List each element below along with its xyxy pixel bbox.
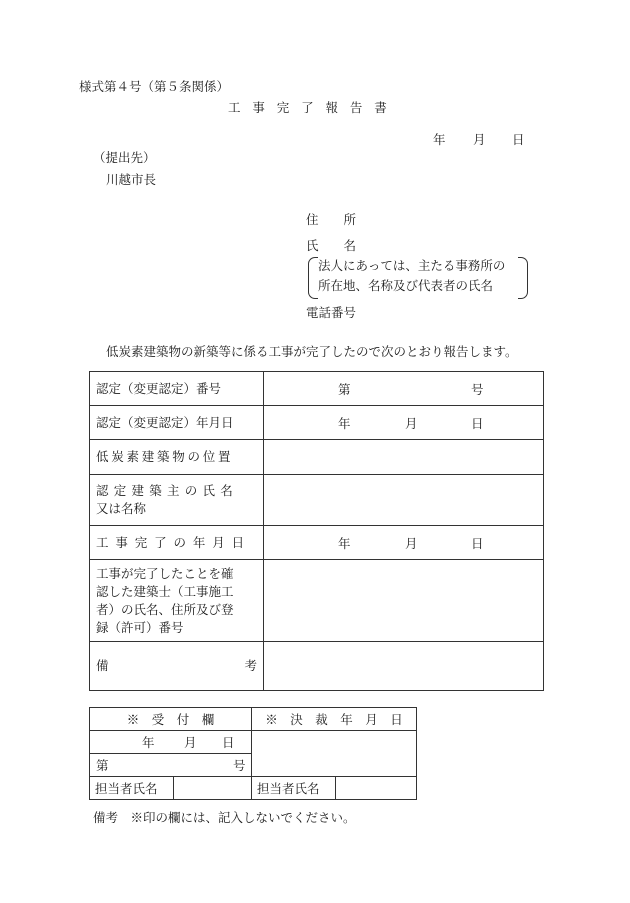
addressee-label: （提出先） xyxy=(93,150,156,165)
month-label: 月 xyxy=(184,735,197,750)
addressee-name: 川越市長 xyxy=(106,172,157,187)
table-row xyxy=(90,526,544,560)
building-location-field[interactable] xyxy=(264,440,544,475)
architect-label xyxy=(90,560,264,642)
table-row xyxy=(90,777,417,800)
date-day-label: 日 xyxy=(512,132,525,147)
reception-staff-field[interactable] xyxy=(174,777,252,800)
remarks-label-left: 備 xyxy=(96,658,109,673)
document-title: 工事完了報告書 xyxy=(228,100,399,115)
building-owner-label xyxy=(90,475,264,526)
decision-staff-field[interactable] xyxy=(336,777,417,800)
reception-staff-label: 担当者氏名 xyxy=(90,777,174,800)
architect-label-line4: 録（許可）番号 xyxy=(96,619,184,635)
address-label: 住 所 xyxy=(306,212,357,227)
office-use-table xyxy=(89,707,417,800)
name-label: 氏 名 xyxy=(306,238,357,253)
number-prefix: 第 xyxy=(96,758,109,773)
number-suffix: 号 xyxy=(471,381,484,397)
certification-number-field[interactable] xyxy=(264,372,544,406)
corporate-note-line1: 法人にあっては、主たる事務所の xyxy=(318,258,506,273)
table-row xyxy=(90,731,417,754)
year-label: 年 xyxy=(338,535,351,551)
right-bracket xyxy=(518,257,528,299)
date-month-label: 月 xyxy=(473,132,486,147)
architect-label-line2: 認した建築士（工事施工 xyxy=(96,583,234,599)
footnote: 備考 ※印の欄には、記入しないでください。 xyxy=(93,810,356,825)
year-label: 年 xyxy=(142,735,155,750)
architect-label-line1: 工事が完了したことを確 xyxy=(96,565,234,581)
day-label: 日 xyxy=(222,735,235,750)
building-owner-field[interactable] xyxy=(264,475,544,526)
decision-date-field[interactable] xyxy=(252,731,417,777)
reception-header: ※ 受 付 欄 xyxy=(90,708,252,731)
building-location-label: 低炭素建築物の位置 xyxy=(90,440,264,475)
table-row xyxy=(90,440,544,475)
day-label: 日 xyxy=(471,415,484,431)
report-form-table xyxy=(89,371,544,691)
remarks-label xyxy=(90,642,264,691)
form-number: 様式第４号（第５条関係） xyxy=(79,79,230,94)
phone-label: 電話番号 xyxy=(306,305,357,320)
corporate-note-line2: 所在地、名称及び代表者の氏名 xyxy=(318,278,494,293)
decision-staff-label: 担当者氏名 xyxy=(252,777,336,800)
reception-date-field[interactable] xyxy=(90,731,252,754)
table-row xyxy=(90,372,544,406)
remarks-label-right: 考 xyxy=(244,658,257,673)
table-row xyxy=(90,560,544,642)
month-label: 月 xyxy=(405,535,418,551)
table-row xyxy=(90,708,417,731)
left-bracket xyxy=(308,257,318,299)
number-suffix: 号 xyxy=(233,758,246,773)
table-row xyxy=(90,642,544,691)
reception-number-field[interactable] xyxy=(90,754,252,777)
table-row xyxy=(90,406,544,440)
architect-field[interactable] xyxy=(264,560,544,642)
year-label: 年 xyxy=(338,415,351,431)
date-year-label: 年 xyxy=(433,132,446,147)
architect-label-line3: 者）の氏名、住所及び登 xyxy=(96,601,234,617)
owner-label-line1: 認定建築主の氏名 xyxy=(96,483,239,498)
table-row xyxy=(90,475,544,526)
certification-date-field[interactable] xyxy=(264,406,544,440)
month-label: 月 xyxy=(405,415,418,431)
intro-statement: 低炭素建築物の新築等に係る工事が完了したので次のとおり報告します。 xyxy=(106,344,518,359)
day-label: 日 xyxy=(471,535,484,551)
certification-number-label: 認定（変更認定）番号 xyxy=(90,372,264,406)
certification-date-label: 認定（変更認定）年月日 xyxy=(90,406,264,440)
number-prefix: 第 xyxy=(338,381,351,397)
remarks-field[interactable] xyxy=(264,642,544,691)
owner-label-line2: 又は名称 xyxy=(96,501,147,516)
decision-header: ※ 決 裁 年 月 日 xyxy=(252,708,417,731)
completion-date-field[interactable] xyxy=(264,526,544,560)
completion-date-label: 工事完了の年月日 xyxy=(90,526,264,560)
